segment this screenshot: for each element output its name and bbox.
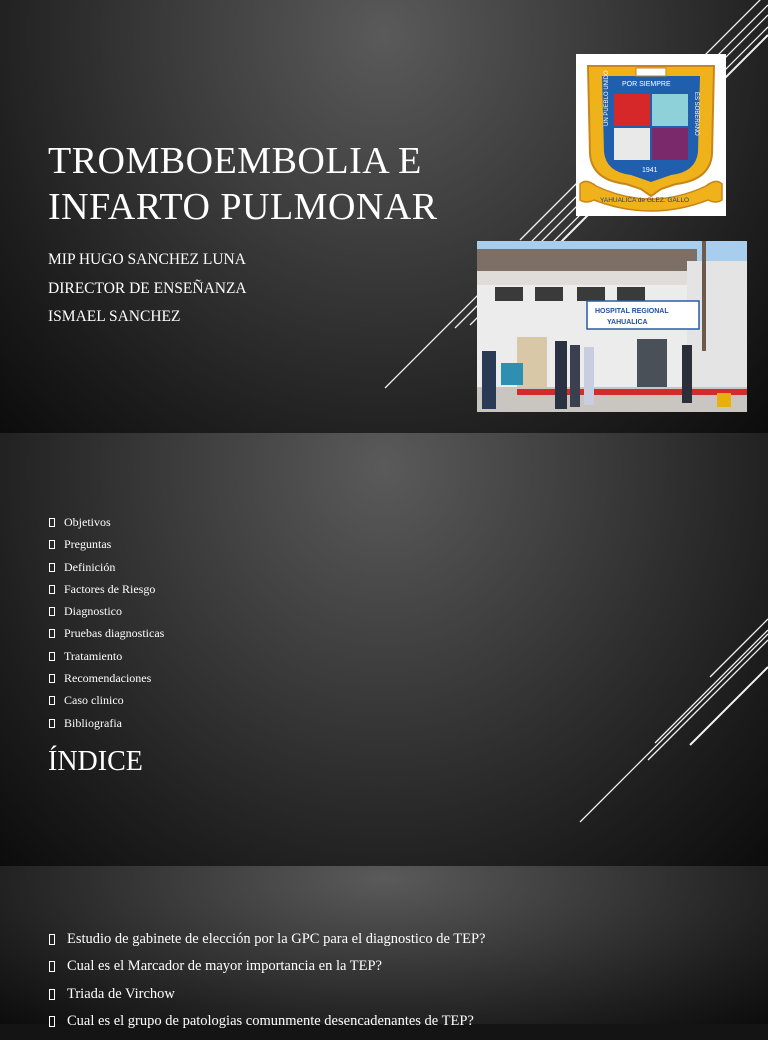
index-title: ÍNDICE: [48, 746, 143, 777]
bullet-icon: [49, 674, 55, 683]
title-line-1: TROMBOEMBOLIA E: [48, 140, 422, 182]
presenter-info: [48, 246, 247, 332]
question-item: Cual es el Marcador de mayor importancia en la TEP?: [48, 958, 486, 985]
presenter-role: DIRECTOR DE ENSEÑANZA: [48, 279, 247, 297]
crest-ribbon-text: YAHUALICA de GLEZ. GALLO: [600, 197, 690, 204]
question-item: Cual es el grupo de patologias comunmente desencadenantes de TEP?: [48, 1013, 486, 1040]
index-item-preguntas: Preguntas: [48, 537, 164, 559]
crest-motto-left: UN PUEBLO UNIDO: [604, 70, 610, 126]
bullet-icon: [49, 934, 55, 945]
question-item: Triada de Virchow: [48, 986, 486, 1013]
bullet-icon: [49, 629, 55, 638]
index-item-bibliografia: Bibliografia: [48, 716, 164, 738]
title-line-2: INFARTO PULMONAR: [48, 186, 438, 228]
hospital-sign-line-1: HOSPITAL REGIONAL: [595, 308, 669, 315]
bullet-icon: [49, 585, 55, 594]
title-slide: [0, 0, 768, 433]
crest-year: 1941: [642, 167, 658, 174]
crest-motto-right: ES SOBERANO: [693, 92, 699, 136]
index-item-diagnostico: Diagnostico: [48, 604, 164, 626]
presenter-name: MIP HUGO SANCHEZ LUNA: [48, 251, 246, 268]
index-item-objetivos: Objetivos: [48, 515, 164, 537]
bullet-icon: [49, 540, 55, 549]
index-item-caso-clinico: Caso clinico: [48, 693, 164, 715]
bullet-icon: [49, 563, 55, 572]
question-item: Estudio de gabinete de elección por la GPC para el diagnostico de TEP?: [48, 931, 486, 958]
index-list: [48, 515, 164, 738]
index-item-pruebas-diagnosticas: Pruebas diagnosticas: [48, 626, 164, 648]
yahualica-coat-of-arms: [576, 54, 726, 216]
co-presenter-name: ISMAEL SANCHEZ: [48, 308, 181, 325]
crest-motto-top: POR SIEMPRE: [622, 81, 671, 88]
bullet-icon: [49, 1016, 55, 1027]
bullet-icon: [49, 652, 55, 661]
index-item-tratamiento: Tratamiento: [48, 649, 164, 671]
hospital-sign-line-2: YAHUALICA: [607, 319, 648, 326]
presentation-title: [48, 138, 438, 230]
bullet-icon: [49, 961, 55, 972]
bullet-icon: [49, 607, 55, 616]
index-item-definicion: Definición: [48, 560, 164, 582]
index-item-recomendaciones: Recomendaciones: [48, 671, 164, 693]
bullet-icon: [49, 696, 55, 705]
bullet-icon: [49, 518, 55, 527]
bullet-icon: [49, 989, 55, 1000]
index-item-factores-de-riesgo: Factores de Riesgo: [48, 582, 164, 604]
hospital-photo: [477, 241, 747, 412]
bullet-icon: [49, 719, 55, 728]
